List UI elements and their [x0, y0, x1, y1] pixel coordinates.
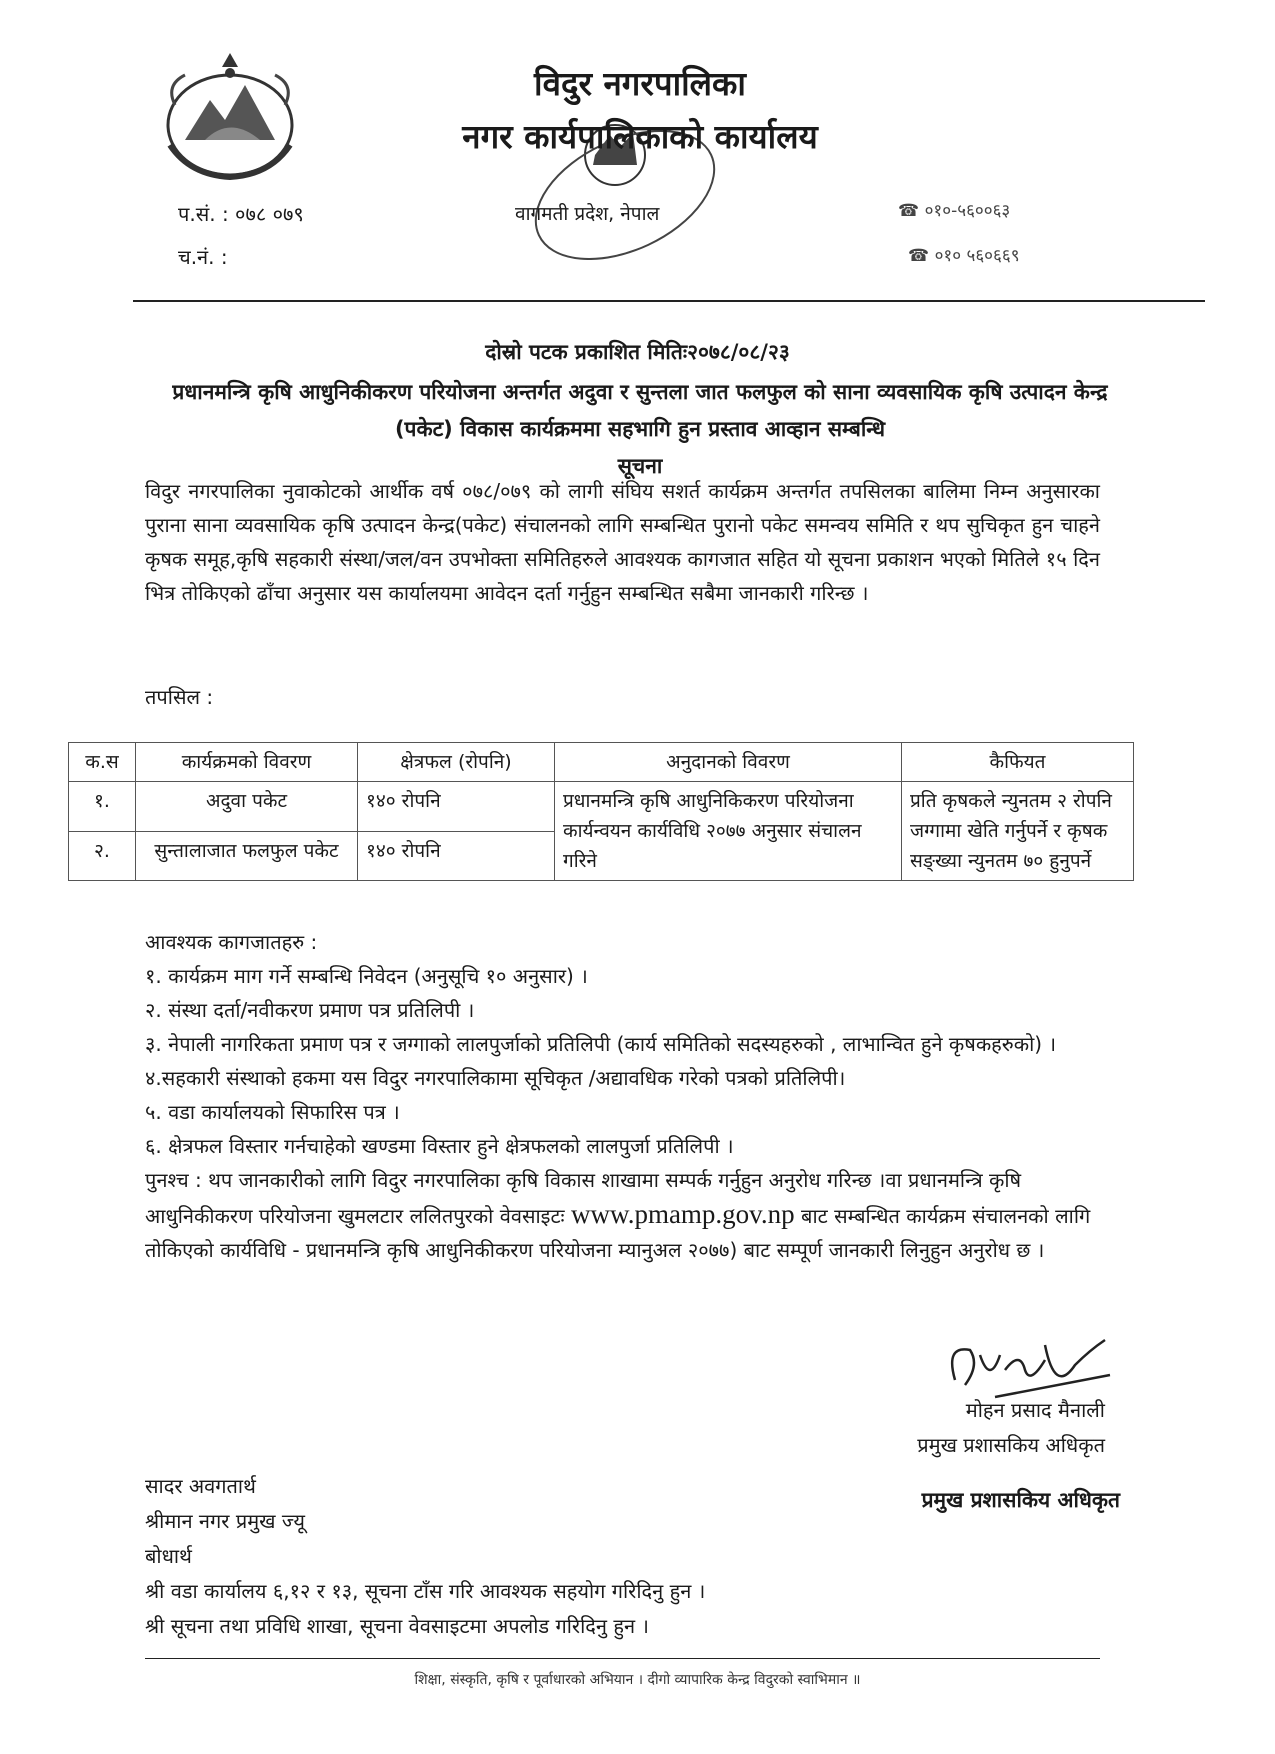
cc-recipient: श्रीमान नगर प्रमुख ज्यू — [145, 1509, 305, 1533]
table-header: क्षेत्रफल (रोपनि) — [358, 743, 555, 782]
notice-subject-text: प्रधानमन्त्रि कृषि आधुनिकीकरण परियोजना अन्तर्गत अदुवा र सुन्तला जात फलफुल को साना व्यवसायिक कृषि उत्पादन केन्द्र (पकेट) विकास कार्यक्रममा सहभागि हुन प्रस्ताव आव्हान सम्बन्धि — [172, 380, 1108, 441]
required-documents — [145, 925, 1110, 1267]
table-header: कार्यक्रमको विवरण — [136, 743, 358, 782]
table-cell: १. — [69, 782, 136, 832]
table-header-row — [69, 743, 1134, 782]
table-cell: सुन्तालाजात फलफुल पकेट — [136, 831, 358, 881]
program-table — [68, 742, 1134, 881]
notice-subject — [150, 374, 1130, 485]
office-name: विदुर नगरपालिका — [534, 64, 746, 103]
cc-label-action: बोधार्थ — [145, 1544, 192, 1568]
reference-number: प.सं. : ०७८ ०७९ — [178, 202, 304, 226]
tapasil-label: तपसिल : — [145, 685, 214, 709]
table-row — [69, 782, 1134, 832]
table-header: कैफियत — [902, 743, 1134, 782]
table-cell: १४० रोपनि — [358, 782, 555, 832]
phone-number-2: ☎ ०१० ५६०६६९ — [908, 246, 1020, 266]
footer-motto: शिक्षा, संस्कृति, कृषि र पूर्वाधारको अभियान । दीगो व्यापारिक केन्द्र विदुरको स्वाभिमान ॥ — [414, 1672, 861, 1688]
documents-title: आवश्यक कागजातहरु : — [145, 930, 318, 954]
cc-label-info: सादर अवगतार्थ — [145, 1474, 256, 1498]
notice-body: विदुर नगरपालिका नुवाकोटको आर्थीक वर्ष ०७८/०७९ को लागी संघिय सशर्त कार्यक्रम अन्तर्गत तपसिलका बालिमा निम्न अनुसारका पुराना साना व्यवसायिक कृषि उत्पादन केन्द्र(पकेट) संचालनको लागि सम्बन्धित पुरानो पकेट समन्वय समिति र थप सुचिकृत हुन चाहने कृषक समूह,कृषि सहकारी संस्था/जल/वन उपभोक्ता समितिहरुले आवश्यक कागजात सहित यो सूचना प्रकाशन भएको मितिले १५ दिन भित्र तोकिएको ढाँचा अनुसार यस कार्यालयमा आवेदन दर्ता गर्नुहुन सम्बन्धित सबैमा जानकारी गरिन्छ । — [145, 479, 1100, 605]
designation-stamp: प्रमुख प्रशासकिय अधिकृत — [921, 1488, 1120, 1512]
office-seal-stamp — [515, 85, 730, 260]
list-item: ६. क्षेत्रफल विस्तार गर्नचाहेको खण्डमा विस्तार हुने क्षेत्रफलको लालपुर्जा प्रतिलिपी । — [145, 1134, 734, 1158]
list-item: ४.सहकारी संस्थाको हकमा यस विदुर नगरपालिकामा सूचिकृत /अद्यावधिक गरेको पत्रको प्रतिलिपी। — [145, 1066, 846, 1090]
cc-recipient: श्री सूचना तथा प्रविधि शाखा, सूचना वेवसाइटमा अपलोड गरिदिनु हुन । — [145, 1614, 649, 1638]
list-item: २. संस्था दर्ता/नवीकरण प्रमाण पत्र प्रतिलिपी । — [145, 998, 475, 1022]
list-item: १. कार्यक्रम माग गर्ने सम्बन्धि निवेदन (अनुसूचि १० अनुसार) । — [145, 964, 588, 988]
grant-detail-cell: प्रधानमन्त्रि कृषि आधुनिकिकरण परियोजना कार्यन्वयन कार्यविधि २०७७ अनुसार संचालन गरिने — [555, 782, 902, 881]
header-divider — [133, 300, 1205, 302]
list-item: ५. वडा कार्यालयको सिफारिस पत्र । — [145, 1100, 400, 1124]
remarks-cell: प्रति कृषकले न्युनतम २ रोपनि जग्गामा खेति गर्नुपर्ने र कृषक सङ्ख्या न्युनतम ७० हुनुपर्ने — [902, 782, 1134, 881]
signatory — [865, 1393, 1105, 1463]
office-address: वागमती प्रदेश, नेपाल — [515, 203, 660, 225]
table-cell: १४० रोपनि — [358, 831, 555, 881]
table-cell: अदुवा पकेट — [136, 782, 358, 832]
signatory-name: मोहन प्रसाद मैनाली — [965, 1398, 1105, 1422]
government-emblem — [150, 45, 310, 185]
dispatch-number: च.नं. : — [178, 245, 228, 269]
postscript-text-cont: बाट सम्बन्धित कार्यक्रम संचालनको लागि तोकिएको कार्यविधि - प्रधानमन्त्रि कृषि आधुनिकीकरण परियोजना म्यानुअल २०७७) बाट सम्पूर्ण जानकारी लिनुहुन अनुरोध छ । — [145, 1204, 1091, 1262]
postscript-text: पुनश्च : थप जानकारीको लागि विदुर नगरपालिका कृषि विकास शाखामा सम्पर्क गर्नुहुन अनुरोध गरिन्छ ।वा प्रधानमन्त्रि कृषि आधुनिकीकरण परियोजना खुमलटार ललितपुरको वेवसाइटः — [145, 1168, 1022, 1228]
table-header: अनुदानको विवरण — [555, 743, 902, 782]
footer-divider — [145, 1658, 1100, 1659]
published-date-line: दोस्रो पटक प्रकाशित मितिः२०७८/०८/२३ — [485, 340, 790, 364]
cc-recipient: श्री वडा कार्यालय ६,१२ र १३, सूचना टाँस गरि आवश्यक सहयोग गरिदिनु हुन । — [145, 1579, 706, 1603]
website-link[interactable]: www.pmamp.gov.np — [570, 1199, 795, 1229]
list-item: ३. नेपाली नागरिकता प्रमाण पत्र र जग्गाको लालपुर्जाको प्रतिलिपी (कार्य समितिको सदस्यहरुको , लाभान्वित हुने कृषकहरुको) । — [145, 1032, 1057, 1056]
signatory-title: प्रमुख प्रशासकिय अधिकृत — [917, 1433, 1105, 1457]
office-subtitle: नगर कार्यपालिकाको कार्यालय — [462, 117, 818, 156]
copy-recipients — [145, 1469, 1145, 1644]
table-header: क.स — [69, 743, 136, 782]
table-cell: २. — [69, 831, 136, 881]
notice-heading: सूचना — [617, 454, 663, 478]
postscript — [145, 1163, 1110, 1267]
phone-number-1: ☎ ०१०-५६००६३ — [898, 201, 1011, 221]
